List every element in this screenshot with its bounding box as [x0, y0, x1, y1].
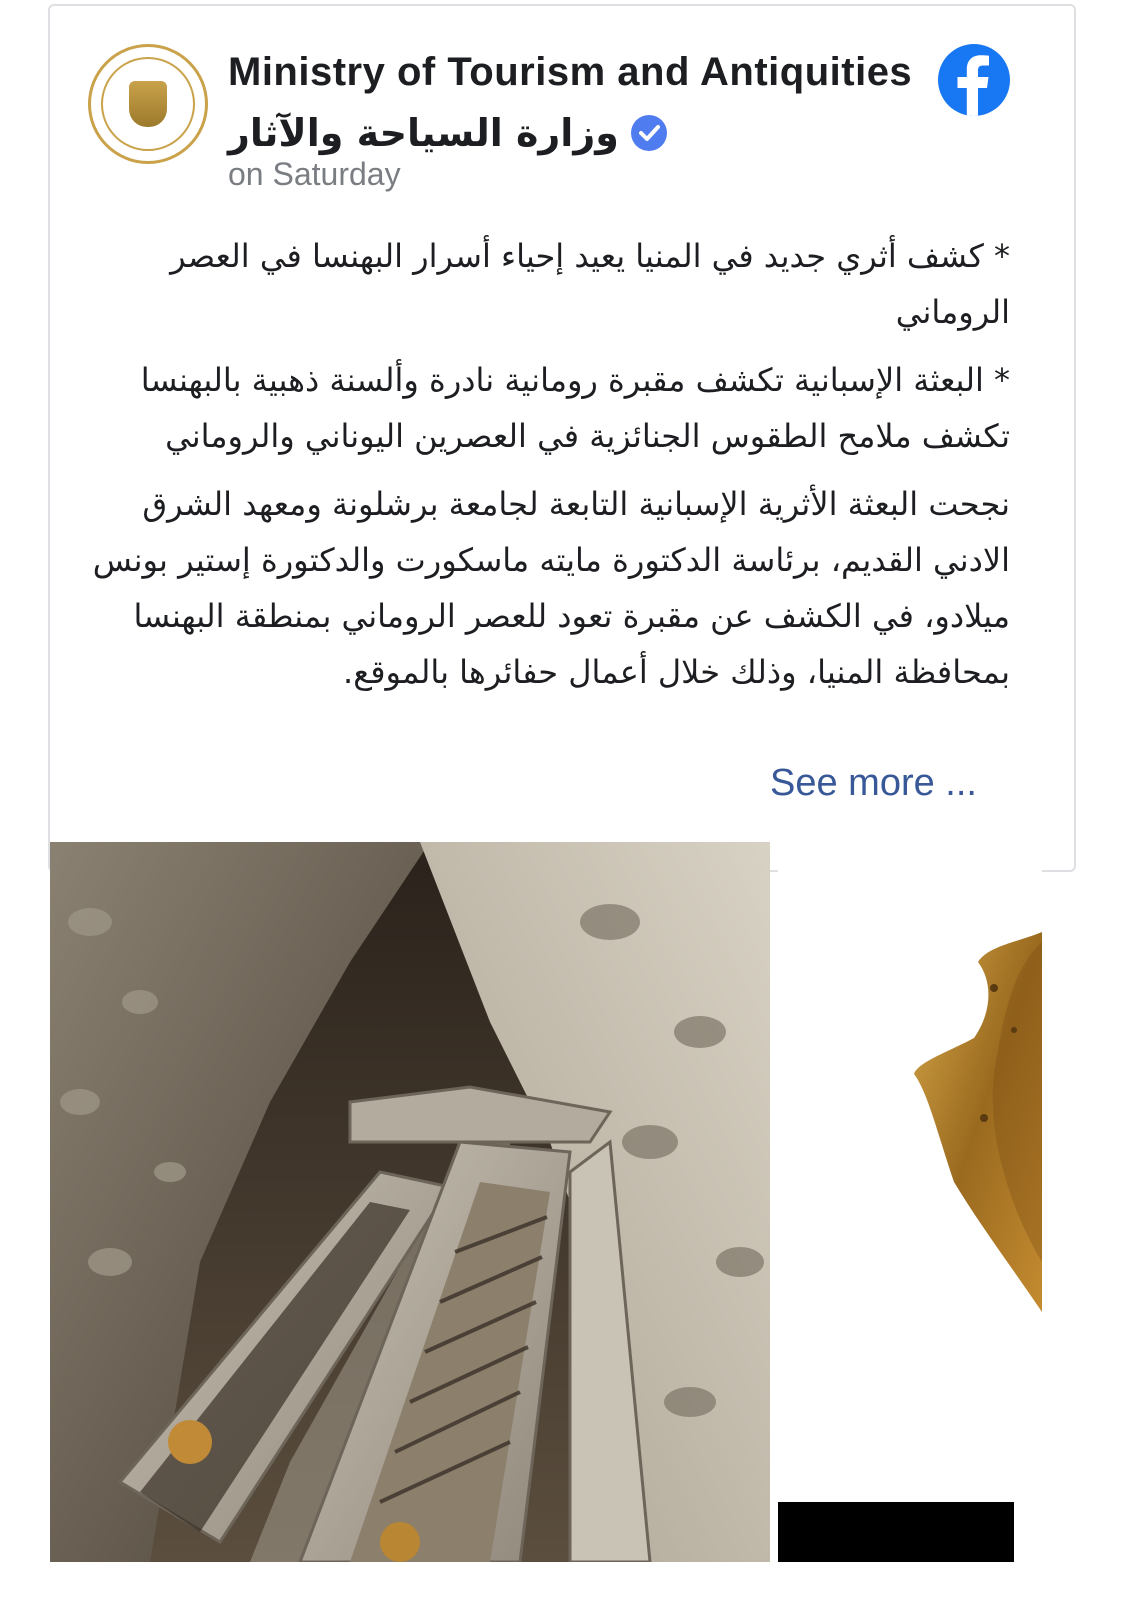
post-body: [80, 228, 1010, 712]
post-card: [48, 4, 1076, 872]
tomb-photo-illustration: [50, 842, 770, 1562]
page-name-arabic-row: [228, 106, 667, 160]
post-timestamp[interactable]: on Saturday: [228, 156, 401, 192]
post-subheadline: * البعثة الإسبانية تكشف مقبرة رومانية نادرة وألسنة ذهبية بالبهنسا تكشف ملامح الطقوس الجنائزية في العصرين اليوناني والروماني: [140, 361, 1010, 455]
page-name[interactable]: Ministry of Tourism and Antiquities: [228, 50, 913, 94]
post-photo-tomb[interactable]: [50, 842, 770, 1562]
see-more-link[interactable]: See more ...: [770, 762, 977, 804]
gold-tongue-photo-illustration: [778, 842, 1042, 1562]
page-avatar[interactable]: [88, 44, 208, 164]
verified-badge-icon: [631, 115, 667, 151]
post-headline: * كشف أثري جديد في المنيا يعيد إحياء أسرار البهنسا في العصر الروماني: [170, 237, 1010, 331]
post-paragraph: نجحت البعثة الأثرية الإسبانية التابعة لجامعة برشلونة ومعهد الشرق الادني القديم، برئاسة الدكتورة مايته ماسكورت والدكتورة إستير بونس ميلادو، في الكشف عن مقبرة تعود للعصر الروماني بمنطقة البهنسا بمحافظة المنيا، وذلك خلال أعمال حفائرها بالموقع.: [92, 485, 1010, 691]
page-name-arabic[interactable]: وزارة السياحة والآثار: [228, 111, 619, 155]
facebook-icon[interactable]: [938, 44, 1010, 116]
post-photo-gold-tongue[interactable]: [778, 842, 1042, 1562]
avatar-emblem-icon: [129, 81, 167, 127]
